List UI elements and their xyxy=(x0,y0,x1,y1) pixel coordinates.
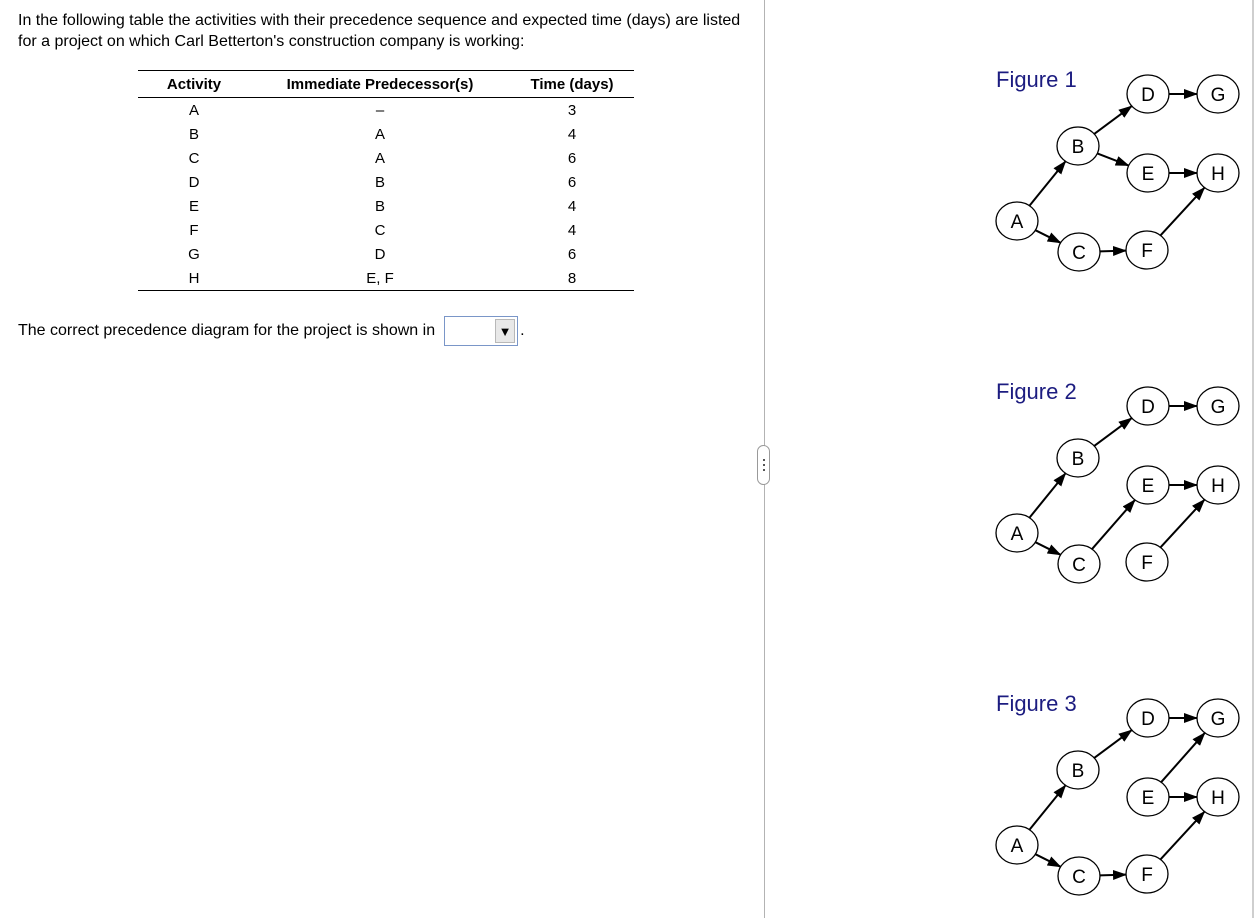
table-row xyxy=(138,266,634,291)
table-row xyxy=(138,98,634,123)
node-label: F xyxy=(1141,241,1153,262)
node-label: G xyxy=(1210,397,1226,418)
node-label: A xyxy=(1010,836,1024,857)
activity-cell: D xyxy=(188,173,200,191)
activity-cell: E xyxy=(188,197,199,215)
time-cell: 6 xyxy=(567,149,577,167)
node-a xyxy=(996,826,1038,864)
node-label: E xyxy=(1141,788,1155,809)
node-a xyxy=(996,202,1038,240)
predecessor-cell: B xyxy=(374,197,385,215)
activity-cell: F xyxy=(189,221,199,239)
time-cell: 4 xyxy=(567,197,577,215)
node-a xyxy=(996,514,1038,552)
node-g xyxy=(1197,699,1239,737)
activity-cell: B xyxy=(188,125,199,143)
table-row xyxy=(138,146,634,170)
activity-cell: C xyxy=(188,149,200,167)
header-time: Time (days) xyxy=(510,71,634,98)
node-h xyxy=(1197,466,1239,504)
node-d xyxy=(1127,699,1169,737)
predecessor-cell: A xyxy=(374,125,385,143)
question-text: The correct precedence diagram for the project is shown in xyxy=(18,322,436,339)
node-d xyxy=(1127,387,1169,425)
time-cell: 6 xyxy=(567,173,577,191)
figure-1-diagram xyxy=(990,56,1244,278)
edge-a-b xyxy=(1029,785,1065,829)
node-label: C xyxy=(1072,867,1086,888)
edge-f-h xyxy=(1160,812,1204,860)
edge-c-f xyxy=(1100,875,1126,876)
edge-a-b xyxy=(1029,473,1065,517)
predecessor-cell: – xyxy=(375,101,385,119)
edge-a-c xyxy=(1035,542,1060,555)
node-label: A xyxy=(1010,212,1024,233)
time-cell: 6 xyxy=(567,245,577,263)
node-f xyxy=(1126,231,1168,269)
time-cell: 8 xyxy=(510,266,634,291)
node-label: C xyxy=(1072,243,1086,264)
node-b xyxy=(1057,127,1099,165)
edge-b-d xyxy=(1094,106,1132,134)
table-header-row xyxy=(138,71,634,98)
activity-cell: G xyxy=(188,245,200,263)
table-row xyxy=(138,122,634,146)
node-d xyxy=(1127,75,1169,113)
question-end-punct: . xyxy=(520,322,525,339)
node-h xyxy=(1197,778,1239,816)
node-label: H xyxy=(1211,164,1225,185)
edge-a-c xyxy=(1035,854,1060,867)
node-e xyxy=(1127,778,1169,816)
edge-e-g xyxy=(1161,733,1205,782)
node-label: H xyxy=(1211,476,1225,497)
activity-cell: H xyxy=(138,266,250,291)
intro-text: In the following table the activities with their precedence sequence and expected time (days) are listed for a project on which Carl Betterton's construction company is working: xyxy=(18,12,741,50)
grip-dot-icon xyxy=(763,464,765,466)
node-e xyxy=(1127,466,1169,504)
edge-c-e xyxy=(1092,500,1135,549)
edge-f-h xyxy=(1160,500,1204,548)
predecessor-cell: E, F xyxy=(250,266,510,291)
table-row xyxy=(138,218,634,242)
node-label: A xyxy=(1010,524,1024,545)
activity-table xyxy=(138,70,634,291)
predecessor-cell: D xyxy=(374,245,386,263)
node-label: B xyxy=(1071,137,1085,158)
node-f xyxy=(1126,543,1168,581)
node-c xyxy=(1058,545,1100,583)
node-label: B xyxy=(1071,449,1085,470)
node-label: E xyxy=(1141,164,1155,185)
figure-answer-dropdown[interactable] xyxy=(444,316,518,346)
figure-title: Figure 2 xyxy=(996,379,1077,404)
node-label: D xyxy=(1141,397,1155,418)
node-e xyxy=(1127,154,1169,192)
header-activity: Activity xyxy=(138,71,250,98)
figure-3-diagram xyxy=(990,680,1244,902)
question-line xyxy=(18,316,525,346)
node-label: E xyxy=(1141,476,1155,497)
table-row xyxy=(138,242,634,266)
node-h xyxy=(1197,154,1239,192)
node-label: D xyxy=(1141,85,1155,106)
predecessor-cell: B xyxy=(374,173,385,191)
edge-b-d xyxy=(1094,418,1132,446)
node-c xyxy=(1058,857,1100,895)
table-row xyxy=(138,170,634,194)
predecessor-cell: C xyxy=(374,221,386,239)
figure-title: Figure 3 xyxy=(996,691,1077,716)
node-c xyxy=(1058,233,1100,271)
edge-b-e xyxy=(1097,153,1128,165)
grip-dot-icon xyxy=(763,469,765,471)
figure-2-diagram xyxy=(990,368,1244,590)
dropdown-arrow-icon[interactable]: ▼ xyxy=(495,319,515,343)
edge-f-h xyxy=(1160,188,1204,236)
time-cell: 3 xyxy=(567,101,577,119)
node-label: G xyxy=(1210,85,1226,106)
predecessor-cell: A xyxy=(374,149,385,167)
node-label: B xyxy=(1071,761,1085,782)
node-label: G xyxy=(1210,709,1226,730)
header-predecessors: Immediate Predecessor(s) xyxy=(250,71,510,98)
edge-c-f xyxy=(1100,251,1126,252)
activity-cell: A xyxy=(188,101,199,119)
node-b xyxy=(1057,439,1099,477)
edge-a-c xyxy=(1035,230,1060,243)
node-f xyxy=(1126,855,1168,893)
table-row xyxy=(138,194,634,218)
node-label: F xyxy=(1141,553,1153,574)
node-b xyxy=(1057,751,1099,789)
node-g xyxy=(1197,387,1239,425)
node-label: F xyxy=(1141,865,1153,886)
time-cell: 4 xyxy=(567,125,577,143)
node-label: D xyxy=(1141,709,1155,730)
grip-dot-icon xyxy=(763,459,765,461)
node-g xyxy=(1197,75,1239,113)
edge-a-b xyxy=(1029,161,1065,205)
node-label: H xyxy=(1211,788,1225,809)
panel-resize-handle[interactable] xyxy=(757,445,770,485)
edge-b-d xyxy=(1094,730,1132,758)
time-cell: 4 xyxy=(567,221,577,239)
node-label: C xyxy=(1072,555,1086,576)
figure-title: Figure 1 xyxy=(996,67,1077,92)
